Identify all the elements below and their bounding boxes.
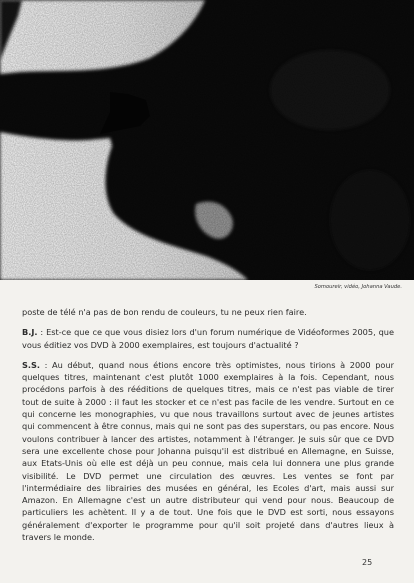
speaker-label: B.J. — [22, 327, 38, 338]
film-still-image — [0, 0, 414, 280]
speaker-label: S.S. — [22, 359, 41, 370]
paragraph-text: : Au début, quand nous étions encore très optimistes, nous tirions à 2000 pour quelques titres, maintenant c'est plutôt 1000 exemplaires à la fois. Cependant, nous procédons parfois à des rééditions de quelques titres, mais ce n'est pas viable de tirer tout de suite à 2000 : il faut les stocker et ce n'est pas facile de les vendre. Surtout en ce qui concerne les monographies, vu que nous travaillons surtout avec de jeunes artistes qui commencent à être connus, mais qui ne sont pas des superstars, ou pas encore. Nous voulons contribuer à lancer des artistes, notamment à l'étranger. Je suis sûr que ce DVD sera une excellente chose pour Johanna puisqu'il est distribué en Allemagne, en Suisse, aux Etats-Unis où elle est déjà un peu connue, mais cela lui donnera une plus grande visibilité. Le DVD permet une circulation des œuvres. Les ventes se font par l'intermédiaire des librairies des musées en général, les Ecoles d'art, mais aussi sur Amazon. En Allemagne c'est un autre distributeur qui vend pour nous. Beaucoup de particuliers les achètent. Il y a de tout. Une fois que le DVD est sorti, nous essayons généralement d'exporter le programme pour qu'il soit projeté dans d'autres lieux à travers le monde. — [22, 359, 394, 543]
figure-caption: Somoureir, vidéo, Johanna Vaude. — [314, 284, 402, 290]
interview-text — [22, 306, 394, 543]
paragraph-text: poste de télé n'a pas de bon rendu de couleurs, tu ne peux rien faire. — [22, 307, 307, 317]
paragraph-continuation — [22, 306, 394, 318]
page-number: 25 — [362, 558, 373, 567]
paragraph-text: : Est-ce que ce que vous disiez lors d'un forum numérique de Vidéoformes 2005, que vous éditiez vos DVD à 2000 exemplaires, est toujours d'actualité ? — [22, 327, 394, 350]
paragraph-answer — [22, 359, 394, 543]
paragraph-question — [22, 326, 394, 351]
